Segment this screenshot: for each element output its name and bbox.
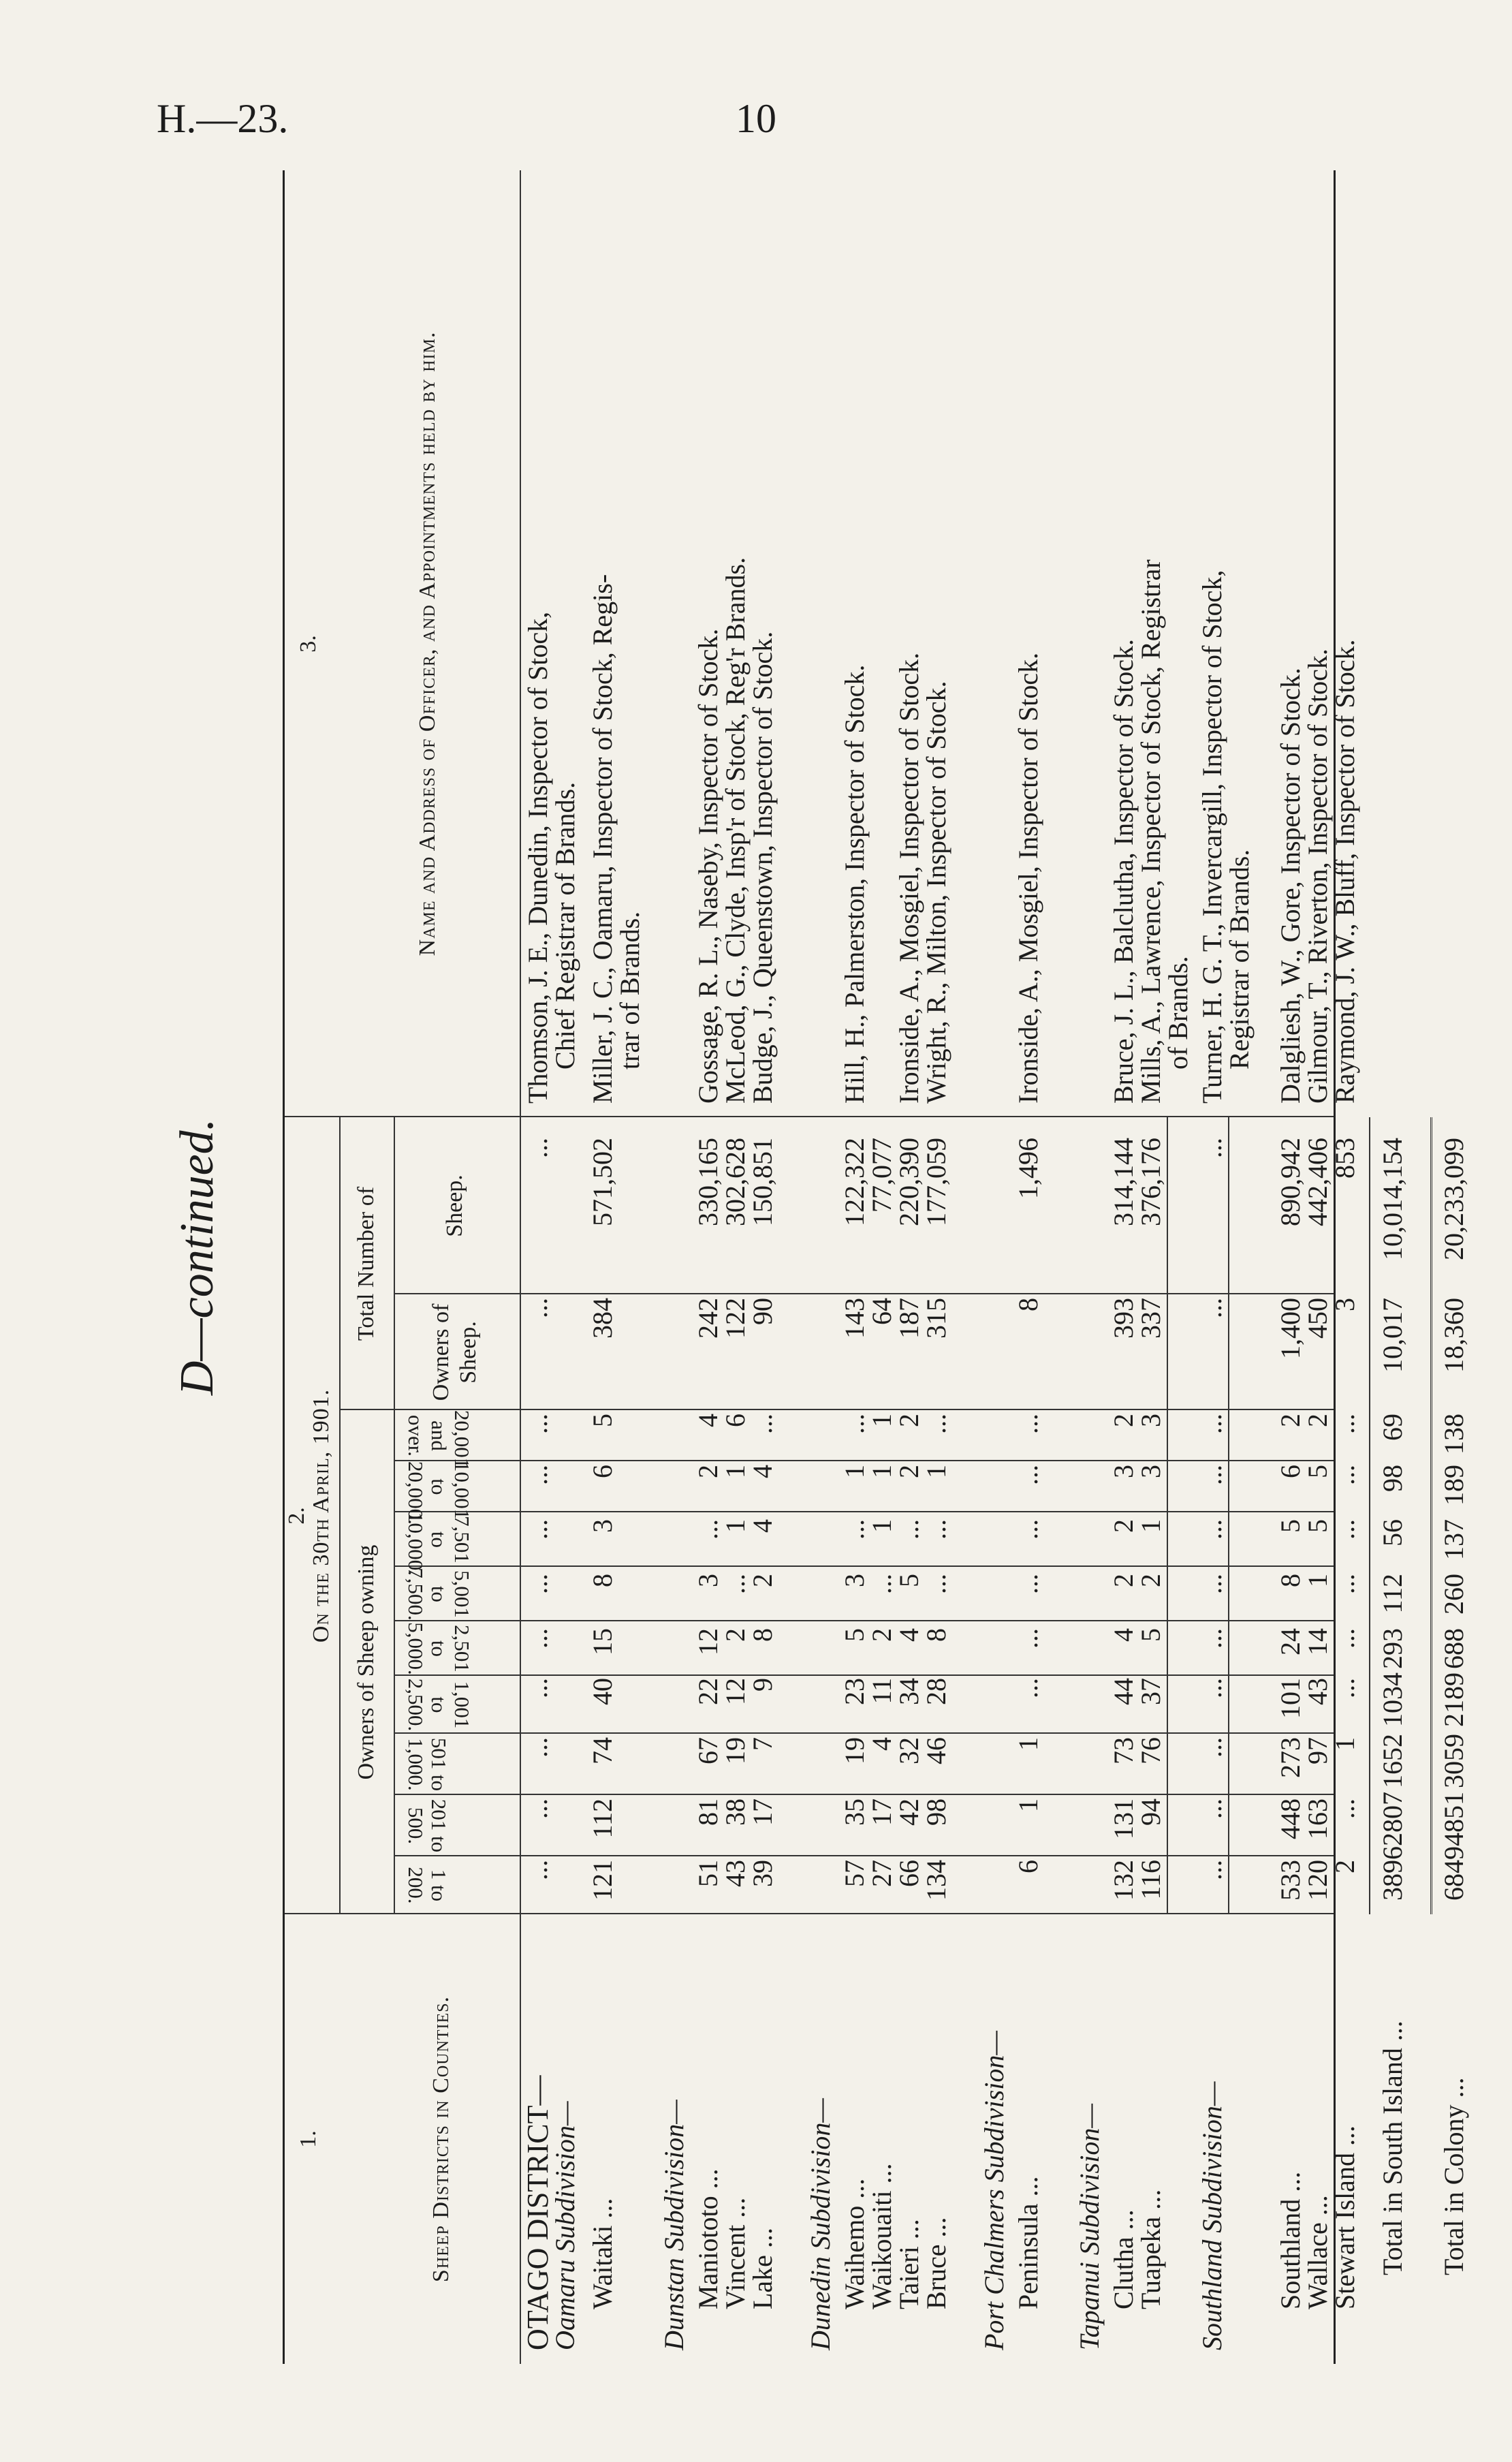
cell-value: ...	[1197, 1298, 1227, 1318]
cell-value: ...	[1197, 1574, 1227, 1594]
cell-value: 273	[1275, 1737, 1306, 1778]
officer-entry: Raymond, J. W., Bluff, Inspector of Stock.	[1329, 639, 1360, 1104]
cell-value: 69	[1377, 1414, 1408, 1441]
cell-value: 150,851	[747, 1138, 778, 1226]
cell-value: ...	[921, 1519, 951, 1540]
cell-value: 5	[1275, 1519, 1306, 1533]
cell-value: ...	[522, 1519, 553, 1540]
cell-value: 46	[921, 1737, 951, 1764]
cell-value: 1	[839, 1465, 870, 1478]
cell-value: 2	[1302, 1414, 1333, 1427]
cell-value: 1	[720, 1465, 751, 1478]
cell-value: 134	[921, 1860, 951, 1901]
cell-value: 40	[587, 1678, 618, 1705]
cell-value: 67	[693, 1737, 723, 1764]
district-label: Bruce ...	[921, 2217, 951, 2309]
cell-value: 39	[747, 1860, 778, 1887]
cell-value: 3	[1135, 1414, 1166, 1427]
table-row	[981, 170, 1008, 2364]
cell-value: 293	[1377, 1628, 1408, 1669]
cell-value: 17	[747, 1798, 778, 1826]
cell-value: 1	[1013, 1798, 1043, 1812]
sheep-districts-table	[146, 170, 1469, 2364]
cell-value: 131	[1108, 1798, 1139, 1839]
cell-value: 853	[1329, 1138, 1360, 1179]
cell-value: ...	[1013, 1465, 1043, 1485]
col1-number: 1.	[296, 2130, 321, 2148]
cell-value: 43	[1302, 1678, 1333, 1705]
cell-value: 4	[894, 1628, 924, 1642]
cell-value: 77,077	[866, 1138, 897, 1213]
district-label: Maniototo ...	[693, 2168, 723, 2309]
cell-value: 116	[1135, 1860, 1166, 1900]
cell-value: 2	[720, 1628, 751, 1642]
cell-value: 448	[1275, 1798, 1306, 1839]
range-header: 10,001 to 20,000.	[404, 1461, 474, 1525]
cell-value: 1	[1302, 1574, 1333, 1587]
cell-value: ...	[839, 1414, 870, 1434]
cell-value: 27	[866, 1860, 897, 1887]
cell-value: 4	[866, 1737, 897, 1751]
total-group-heading: Total Number of	[353, 1186, 379, 1341]
cell-value: ...	[522, 1574, 553, 1594]
cell-value: 73	[1108, 1737, 1139, 1764]
cell-value: ...	[1197, 1138, 1227, 1158]
cell-value: 4	[747, 1465, 778, 1478]
range-header: 20,001 and over.	[404, 1410, 474, 1469]
cell-value: 189	[1438, 1465, 1469, 1506]
cell-value: ...	[894, 1519, 924, 1540]
cell-value: ...	[1329, 1519, 1360, 1540]
cell-value: 3	[839, 1574, 870, 1587]
officer-entry: Wright, R., Milton, Inspector of Stock.	[921, 681, 951, 1104]
officer-entry: Mills, A., Lawrence, Inspector of Stock, Registrar	[1135, 559, 1166, 1104]
cell-value: 8	[747, 1628, 778, 1642]
cell-value: 122,322	[839, 1138, 870, 1226]
cell-value: 42	[894, 1798, 924, 1826]
cell-value: 81	[693, 1798, 723, 1826]
officer-entry: Chief Registrar of Brands.	[550, 781, 580, 1070]
cell-value: 177,059	[921, 1138, 951, 1226]
range-header: 2,501 to 5,000.	[404, 1622, 474, 1675]
sheep-header: Sheep.	[442, 1174, 467, 1237]
cell-value: 10,017	[1377, 1298, 1408, 1373]
cell-value: 8	[1275, 1574, 1306, 1587]
cell-value: 2	[1275, 1414, 1306, 1427]
cell-value: ...	[522, 1465, 553, 1485]
cell-value: ...	[839, 1519, 870, 1540]
cell-value: ...	[522, 1298, 553, 1318]
cell-value: 4	[747, 1519, 778, 1533]
col3-title: Name and Address of Officer, and Appointments held by him.	[415, 331, 440, 956]
cell-value: 187	[894, 1298, 924, 1339]
cell-value: 19	[720, 1737, 751, 1764]
district-label: OTAGO DISTRICT—	[521, 2075, 554, 2350]
cell-value: ...	[1197, 1465, 1227, 1485]
cell-value: ...	[1013, 1519, 1043, 1540]
district-label: Waihemo ...	[839, 2178, 870, 2309]
cell-value: 442,406	[1302, 1138, 1333, 1226]
cell-value: 97	[1302, 1737, 1333, 1764]
cell-value: 138	[1438, 1414, 1469, 1454]
cell-value: 43	[720, 1860, 751, 1887]
table-row	[1440, 170, 1468, 2364]
cell-value: 2	[693, 1465, 723, 1478]
cell-value: 5	[894, 1574, 924, 1587]
range-header: 501 to 1,000.	[404, 1737, 451, 1792]
district-label: Port Chalmers Subdivision—	[979, 2031, 1009, 2350]
range-header: 1,001 to 2,500.	[404, 1678, 474, 1732]
cell-value: 22	[693, 1678, 723, 1705]
cell-value: 314,144	[1108, 1138, 1139, 1226]
cell-value: ...	[1329, 1574, 1360, 1594]
cell-value: 56	[1377, 1519, 1408, 1546]
cell-value: 6	[587, 1465, 618, 1478]
officer-entry: Bruce, J. L., Balclutha, Inspector of Stock.	[1108, 638, 1139, 1104]
cell-value: ...	[1197, 1798, 1227, 1819]
district-label: Tapanui Subdivision—	[1074, 2104, 1105, 2350]
cell-value: 37	[1135, 1678, 1166, 1705]
officer-entry: Ironside, A., Mosgiel, Inspector of Stock.	[894, 652, 924, 1104]
cell-value: 1	[921, 1465, 951, 1478]
cell-value: 94	[1135, 1798, 1166, 1826]
cell-value: ...	[747, 1414, 778, 1434]
cell-value: 393	[1108, 1298, 1139, 1339]
district-label: Lake ...	[747, 2228, 778, 2309]
cell-value: 376,176	[1135, 1138, 1166, 1226]
cell-value: 5	[1302, 1519, 1333, 1533]
col3-number: 3.	[296, 635, 321, 653]
district-label: Wallace ...	[1302, 2195, 1333, 2309]
officer-entry: Thomson, J. E., Dunedin, Inspector of Stock,	[522, 611, 553, 1104]
cell-value: 121	[587, 1860, 618, 1901]
cell-value: 3	[1329, 1298, 1360, 1311]
cell-value: 1	[1329, 1737, 1360, 1751]
cell-value: ...	[522, 1798, 553, 1819]
cell-value: 18,360	[1438, 1298, 1469, 1373]
cell-value: 9	[747, 1678, 778, 1692]
cell-value: 74	[587, 1737, 618, 1764]
cell-value: 1	[866, 1465, 897, 1478]
cell-value: ...	[1013, 1628, 1043, 1649]
district-label: Southland ...	[1275, 2171, 1306, 2309]
cell-value: 112	[587, 1798, 618, 1839]
district-label: Total in South Island ...	[1377, 2021, 1408, 2275]
cell-value: 533	[1275, 1860, 1306, 1901]
cell-value: 38	[720, 1798, 751, 1826]
cell-value: 1	[1013, 1737, 1043, 1751]
cell-value: 3	[1108, 1465, 1139, 1478]
owners-of-sheep-header: Owners of Sheep.	[428, 1303, 481, 1401]
cell-value: 20,233,099	[1438, 1138, 1469, 1260]
district-label: Vincent ...	[720, 2197, 751, 2309]
district-label: Taieri ...	[894, 2219, 924, 2309]
cell-value: 450	[1302, 1298, 1333, 1339]
cell-value: ...	[522, 1678, 553, 1698]
cell-value: 2807	[1377, 1792, 1408, 1846]
cell-value: 1034	[1377, 1672, 1408, 1727]
officer-entry: Registrar of Brands.	[1224, 849, 1255, 1070]
owners-group-heading: Owners of Sheep owning	[353, 1544, 379, 1780]
cell-value: 688	[1438, 1628, 1469, 1669]
cell-value: 3896	[1377, 1846, 1408, 1901]
cell-value: 6849	[1438, 1846, 1469, 1901]
district-label: Waikouaiti ...	[866, 2163, 897, 2309]
cell-value: ...	[1013, 1574, 1043, 1594]
cell-value: 101	[1275, 1678, 1306, 1719]
cell-value: 2	[866, 1628, 897, 1642]
cell-value: 2	[894, 1465, 924, 1478]
cell-value: 302,628	[720, 1138, 751, 1226]
officer-entry: Gossage, R. L., Naseby, Inspector of Stock.	[693, 628, 723, 1104]
officer-entry: trar of Brands.	[614, 911, 645, 1070]
cell-value: ...	[1329, 1798, 1360, 1819]
cell-value: 8	[1013, 1298, 1043, 1311]
cell-value: ...	[1197, 1678, 1227, 1698]
cell-value: ...	[522, 1414, 553, 1434]
col2-title: On the 30th April, 1901.	[309, 1388, 334, 1643]
cell-value: 12	[720, 1678, 751, 1705]
cell-value: ...	[1329, 1628, 1360, 1649]
cell-value: 44	[1108, 1678, 1139, 1705]
cell-value: 112	[1377, 1574, 1408, 1614]
cell-value: 98	[1377, 1465, 1408, 1492]
cell-value: 12	[693, 1628, 723, 1655]
cell-value: 32	[894, 1737, 924, 1764]
cell-value: 315	[921, 1298, 951, 1339]
range-header: 1 to 200.	[404, 1867, 451, 1904]
cell-value: 4	[693, 1414, 723, 1427]
cell-value: 28	[921, 1678, 951, 1705]
cell-value: ...	[720, 1574, 751, 1594]
cell-value: ...	[522, 1860, 553, 1880]
table-continued-heading: D—continued.	[171, 1118, 223, 1396]
cell-value: 2189	[1438, 1672, 1469, 1727]
cell-value: ...	[1013, 1678, 1043, 1698]
cell-value: 6	[1013, 1860, 1043, 1873]
cell-value: 8	[921, 1628, 951, 1642]
cell-value: 1,400	[1275, 1298, 1306, 1359]
cell-value: 5	[839, 1628, 870, 1642]
cell-value: 330,165	[693, 1138, 723, 1226]
cell-value: 4851	[1438, 1792, 1469, 1846]
cell-value: 260	[1438, 1574, 1469, 1615]
cell-value: 1	[866, 1414, 897, 1427]
officer-entry: Turner, H. G. T., Invercargill, Inspector of Stock,	[1197, 570, 1227, 1104]
cell-value: 2	[1108, 1574, 1139, 1587]
cell-value: 35	[839, 1798, 870, 1826]
cell-value: 137	[1438, 1519, 1469, 1560]
cell-value: 17	[866, 1798, 897, 1826]
page-code: H.—23.	[157, 96, 289, 141]
district-label: Peninsula ...	[1013, 2176, 1043, 2309]
cell-value: 2	[1108, 1414, 1139, 1427]
cell-value: ...	[1197, 1628, 1227, 1649]
cell-value: ...	[1197, 1860, 1227, 1880]
district-label: Total in Colony ...	[1438, 2077, 1469, 2275]
district-label: Oamaru Subdivision—	[550, 2101, 580, 2350]
district-label: Clutha ...	[1108, 2209, 1139, 2309]
cell-value: 64	[866, 1298, 897, 1325]
cell-value: 1	[866, 1519, 897, 1533]
cell-value: 23	[839, 1678, 870, 1705]
cell-value: ...	[1013, 1414, 1043, 1434]
cell-value: 34	[894, 1678, 924, 1705]
cell-value: ...	[1329, 1414, 1360, 1434]
cell-value: 24	[1275, 1628, 1306, 1655]
table-row	[807, 170, 834, 2364]
district-label: Dunedin Subdivision—	[805, 2098, 836, 2350]
officer-entry: Budge, J., Queenstown, Inspector of Stock.	[747, 631, 778, 1104]
cell-value: 163	[1302, 1798, 1333, 1839]
cell-value: 5	[1135, 1628, 1166, 1642]
cell-value: ...	[1197, 1414, 1227, 1434]
cell-value: ...	[1197, 1737, 1227, 1758]
officer-entry: Dalgliesh, W., Gore, Inspector of Stock.	[1275, 668, 1306, 1104]
cell-value: 337	[1135, 1298, 1166, 1339]
cell-value: 8	[587, 1574, 618, 1587]
range-header: 201 to 500.	[404, 1798, 451, 1853]
officer-entry: Hill, H., Palmerston, Inspector of Stock.	[839, 664, 870, 1104]
cell-value: 19	[839, 1737, 870, 1764]
cell-value: 890,942	[1275, 1138, 1306, 1226]
cell-value: 3	[587, 1519, 618, 1533]
cell-value: 1,496	[1013, 1138, 1043, 1199]
cell-value: ...	[522, 1737, 553, 1758]
cell-value: ...	[522, 1138, 553, 1158]
range-header: 7,501 to 10,000.	[404, 1512, 474, 1576]
district-label: Dunstan Subdivision—	[659, 2100, 689, 2350]
cell-value: 4	[1108, 1628, 1139, 1642]
cell-value: 122	[720, 1298, 751, 1339]
officer-entry: McLeod, G., Clyde, Insp'r of Stock, Reg'r Brands.	[720, 557, 751, 1104]
cell-value: 2	[1329, 1860, 1360, 1873]
table-row	[1379, 170, 1406, 2364]
cell-value: 2	[747, 1574, 778, 1587]
cell-value: 3	[1135, 1465, 1166, 1478]
officer-entry: of Brands.	[1163, 956, 1193, 1070]
district-label: Southland Subdivision—	[1197, 2081, 1227, 2350]
cell-value: 90	[747, 1298, 778, 1325]
cell-value: 1	[720, 1519, 751, 1533]
cell-value: 14	[1302, 1628, 1333, 1655]
table-row	[661, 170, 688, 2364]
cell-value: 5	[1302, 1465, 1333, 1478]
cell-value: 10,014,154	[1377, 1138, 1408, 1260]
page-number: 10	[736, 96, 776, 141]
cell-value: 242	[693, 1298, 723, 1339]
cell-value: 98	[921, 1798, 951, 1826]
cell-value: 143	[839, 1298, 870, 1339]
cell-value: ...	[1329, 1678, 1360, 1698]
table-row	[868, 170, 896, 2364]
cell-value: 120	[1302, 1860, 1333, 1901]
cell-value: ...	[693, 1519, 723, 1540]
cell-value: 1652	[1377, 1734, 1408, 1788]
district-label: Waitaki ...	[587, 2198, 618, 2309]
officer-entry: Ironside, A., Mosgiel, Inspector of Stock.	[1013, 652, 1043, 1104]
range-header: 5,001 to 7,500.	[404, 1568, 474, 1621]
cell-value: ...	[1197, 1519, 1227, 1540]
cell-value: 2	[1108, 1519, 1139, 1533]
cell-value: ...	[921, 1414, 951, 1434]
col2-number: 2.	[284, 1507, 309, 1525]
officer-entry: Gilmour, T., Riverton, Inspector of Stock.	[1302, 649, 1333, 1104]
district-label: Stewart Island ...	[1329, 2125, 1360, 2309]
cell-value: 7	[747, 1737, 778, 1751]
cell-value: ...	[1329, 1465, 1360, 1485]
cell-value: 3059	[1438, 1734, 1469, 1788]
col1-title: Sheep Districts in Counties.	[428, 1995, 454, 2283]
cell-value: 571,502	[587, 1138, 618, 1226]
cell-value: 66	[894, 1860, 924, 1887]
table-row	[1076, 170, 1103, 2364]
cell-value: 57	[839, 1860, 870, 1887]
cell-value: 2	[1135, 1574, 1166, 1587]
cell-value: 51	[693, 1860, 723, 1887]
cell-value: ...	[522, 1628, 553, 1649]
cell-value: 3	[693, 1574, 723, 1587]
cell-value: 220,390	[894, 1138, 924, 1226]
cell-value: 15	[587, 1628, 618, 1655]
cell-value: 384	[587, 1298, 618, 1339]
cell-value: 132	[1108, 1860, 1139, 1901]
cell-value: 6	[720, 1414, 751, 1427]
cell-value: 1	[1135, 1519, 1166, 1533]
cell-value: 2	[894, 1414, 924, 1427]
cell-value: 76	[1135, 1737, 1166, 1764]
officer-entry: Miller, J. C., Oamaru, Inspector of Stock, Regis-	[587, 574, 618, 1104]
cell-value: ...	[921, 1574, 951, 1594]
cell-value: 6	[1275, 1465, 1306, 1478]
cell-value: 11	[866, 1678, 897, 1704]
district-label: Tuapeka ...	[1135, 2189, 1166, 2309]
cell-value: 5	[587, 1414, 618, 1427]
cell-value: ...	[866, 1574, 897, 1594]
